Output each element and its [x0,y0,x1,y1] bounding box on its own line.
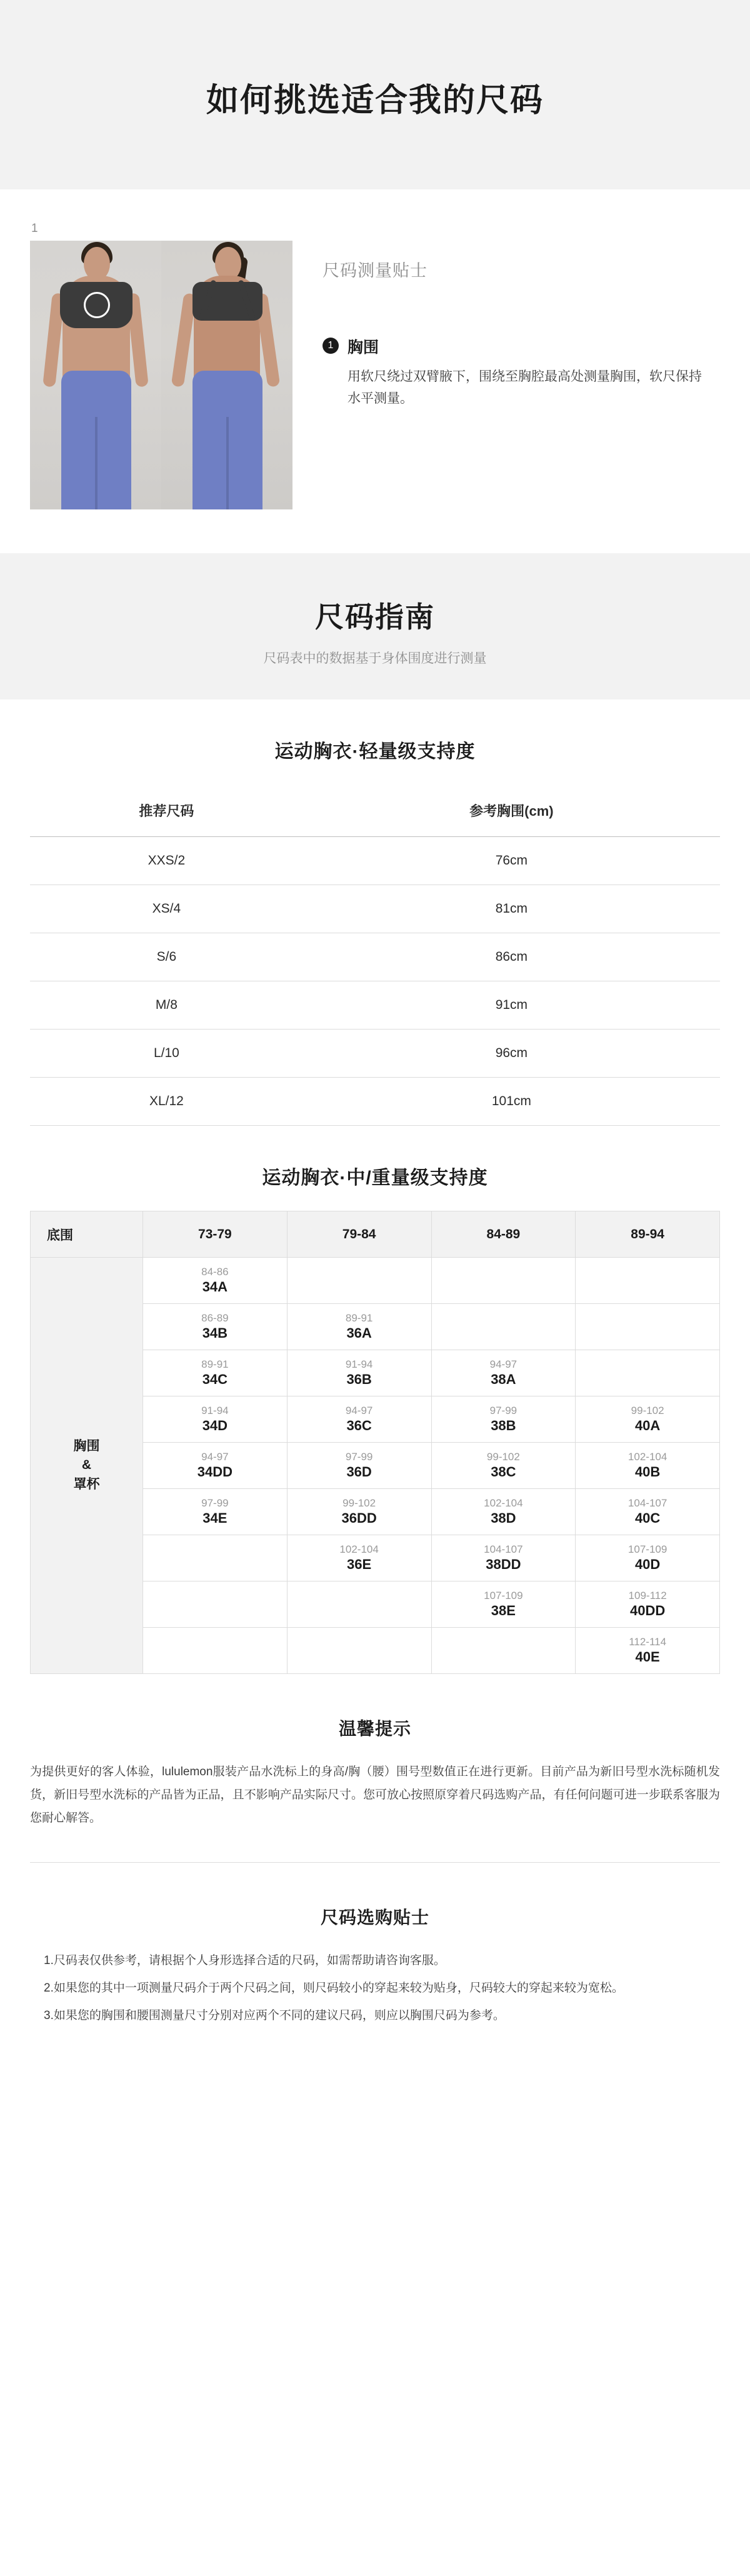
light-support-body [30,837,720,1126]
cell-cup: 40D [634,1556,661,1572]
table-row [30,1030,720,1078]
cell-cup: 40C [634,1510,661,1526]
cell-cup: 34DD [197,1463,232,1480]
matrix-cell [287,1581,431,1628]
cell-range: 84-86 [201,1266,229,1278]
matrix-row-label-line3: 罩杯 [73,1476,100,1491]
leggings-back [192,371,262,509]
cell-size: XL/12 [30,1078,303,1126]
cell-size: S/6 [30,933,303,981]
cell-size: XS/4 [30,885,303,933]
measuring-tips-text [299,222,712,409]
matrix-cell [287,1396,431,1443]
table-row [30,981,720,1030]
matrix-cell [576,1628,720,1674]
matrix-header-row [31,1211,720,1258]
cell-cup: 36B [346,1371,372,1387]
cell-cup: 40E [635,1648,660,1665]
size-selection-tips-list [30,1949,720,2028]
band-size-header: 73-79 [143,1211,288,1258]
model-photo-front [30,241,161,509]
cell-bust: 91cm [303,981,720,1030]
page-header-band [0,0,750,189]
tip-description: 用软尺绕过双臂腋下，围绕至胸腔最高处测量胸围，软尺保持水平测量。 [348,369,702,406]
leggings-front [61,371,131,509]
cell-range: 86-89 [201,1312,229,1325]
matrix-row-label-line2: & [81,1458,92,1473]
size-guide-band [0,553,750,699]
cell-cup: 38DD [486,1556,521,1572]
matrix-cell [431,1304,576,1350]
matrix-cell [576,1350,720,1396]
matrix-cell [143,1396,288,1443]
size-selection-tips-title: 尺码选购贴士 [320,1908,429,1928]
column-header-bust: 参考胸围(cm) [303,784,720,837]
cell-bust: 86cm [303,933,720,981]
page-title: 如何挑选适合我的尺码 [206,83,544,119]
size-guide-subtitle: 尺码表中的数据基于身体围度进行测量 [263,651,487,666]
matrix-corner-label: 底围 [31,1211,143,1258]
measuring-tip-item [322,335,712,409]
matrix-cell [287,1489,431,1535]
cell-bust: 101cm [303,1078,720,1126]
size-guide-title: 尺码指南 [315,601,435,633]
cell-range: 112-114 [629,1636,667,1648]
cell-bust: 76cm [303,837,720,885]
cell-range: 94-97 [345,1405,373,1417]
matrix-cell [287,1628,431,1674]
matrix-cell [431,1396,576,1443]
matrix-row-label [31,1258,143,1674]
matrix-cell [431,1628,576,1674]
cell-range: 91-94 [201,1405,229,1417]
cell-range: 89-91 [345,1312,373,1325]
list-item: 2.如果您的其中一项测量尺码介于两个尺码之间，则尺码较小的穿起来较为贴身，尺码较大的穿起来较为宽松。 [44,1982,624,1995]
band-size-header: 79-84 [287,1211,431,1258]
table-row [30,885,720,933]
cell-cup: 34E [202,1510,228,1526]
cell-range: 91-94 [345,1358,373,1371]
size-selection-tips-section [0,1863,750,2075]
table-row [30,933,720,981]
matrix-cell [143,1535,288,1581]
matrix-cell [576,1443,720,1489]
matrix-cell [431,1489,576,1535]
cell-range: 102-104 [339,1543,379,1556]
matrix-cell [576,1489,720,1535]
light-support-table [30,784,720,1126]
cell-cup: 38A [491,1371,516,1387]
table-row [30,837,720,885]
light-support-section [0,699,750,1126]
cell-cup: 34A [202,1278,228,1295]
cell-range: 97-99 [489,1405,518,1417]
table-header-row [30,784,720,837]
list-item: 3.如果您的胸围和腰围测量尺寸分别对应两个不同的建议尺码，则应以胸围尺码为参考。 [44,2009,505,2023]
cell-cup: 36D [346,1463,372,1480]
cell-cup: 38B [491,1417,516,1433]
cell-range: 94-97 [201,1451,229,1463]
cell-range: 89-91 [201,1358,229,1371]
matrix-row [31,1258,720,1304]
matrix-cell [287,1443,431,1489]
band-size-header: 89-94 [576,1211,720,1258]
cell-range: 94-97 [489,1358,518,1371]
medium-high-support-section [0,1126,750,1674]
cell-cup: 36C [346,1417,372,1433]
model-photo-column [30,222,299,509]
bra-size-matrix [30,1211,720,1674]
matrix-cell [143,1304,288,1350]
cell-range: 99-102 [342,1497,376,1510]
matrix-cell [576,1258,720,1304]
matrix-cell [576,1304,720,1350]
cell-cup: 38C [491,1463,516,1480]
light-support-title: 运动胸衣·轻量级支持度 [274,741,476,762]
column-header-size: 推荐尺码 [30,784,303,837]
medium-high-support-title: 运动胸衣·中/重量级支持度 [262,1168,488,1188]
brand-logo-icon [84,292,110,318]
cell-cup: 40B [634,1463,661,1480]
cell-cup: 34B [202,1325,228,1341]
cell-cup: 34C [202,1371,228,1387]
warm-tips-title: 温馨提示 [338,1719,411,1738]
matrix-cell [431,1443,576,1489]
cell-range: 97-99 [345,1451,373,1463]
photo-index-label: 1 [31,222,38,235]
measuring-tips-section [0,189,750,553]
cell-range: 107-109 [628,1543,668,1556]
cell-bust: 96cm [303,1030,720,1078]
cell-range: 99-102 [486,1451,520,1463]
matrix-cell [143,1628,288,1674]
cell-cup: 38D [491,1510,516,1526]
measuring-tips-title: 尺码测量贴士 [322,261,428,280]
cell-size: M/8 [30,981,303,1030]
cell-range: 109-112 [628,1590,667,1602]
cell-cup: 40DD [630,1602,666,1618]
model-photo-pair [30,241,292,509]
cell-size: XXS/2 [30,837,303,885]
cell-range: 104-107 [484,1543,523,1556]
cell-cup: 34D [202,1417,228,1433]
matrix-body [31,1258,720,1674]
matrix-cell [287,1258,431,1304]
tip-heading: 胸围 [348,339,379,356]
matrix-cell [576,1581,720,1628]
matrix-cell [143,1489,288,1535]
matrix-cell [287,1535,431,1581]
matrix-cell [431,1258,576,1304]
cell-range: 107-109 [484,1590,523,1602]
band-size-header: 84-89 [431,1211,576,1258]
matrix-cell [143,1350,288,1396]
cell-cup: 36E [347,1556,372,1572]
matrix-cell [431,1581,576,1628]
list-item: 1.尺码表仅供参考，请根据个人身形选择合适的尺码，如需帮助请咨询客服。 [44,1954,446,1968]
tip-number-badge: 1 [322,338,339,354]
model-photo-back [161,241,292,509]
cell-range: 97-99 [201,1497,229,1510]
table-row [30,1078,720,1126]
matrix-row-label-line1: 胸围 [73,1438,100,1453]
cell-range: 102-104 [628,1451,668,1463]
warm-tips-paragraph: 为提供更好的客人体验，lululemon服装产品水洗标上的身高/胸（腰）围号型数值正在进行更新。目前产品为新旧号型水洗标随机发货，新旧号型水洗标的产品皆为正品，且不影响产品实际尺寸。您可放心按照原穿着尺码选购产品，有任何问题可进一步联系客服为您耐心解答。 [30,1765,720,1825]
matrix-cell [576,1535,720,1581]
cell-range: 104-107 [628,1497,668,1510]
matrix-cell [287,1304,431,1350]
warm-tips-section [0,1674,750,1863]
bottom-spacer [30,2032,720,2075]
cell-cup: 36DD [341,1510,377,1526]
matrix-cell [287,1350,431,1396]
cell-range: 99-102 [631,1405,664,1417]
cell-cup: 40A [634,1417,661,1433]
cell-size: L/10 [30,1030,303,1078]
matrix-cell [431,1535,576,1581]
matrix-cell [143,1258,288,1304]
matrix-cell [143,1443,288,1489]
matrix-cell [576,1396,720,1443]
cell-bust: 81cm [303,885,720,933]
cell-range: 102-104 [484,1497,523,1510]
matrix-cell [143,1581,288,1628]
cell-cup: 36A [346,1325,372,1341]
matrix-cell [431,1350,576,1396]
cell-cup: 38E [491,1602,516,1618]
